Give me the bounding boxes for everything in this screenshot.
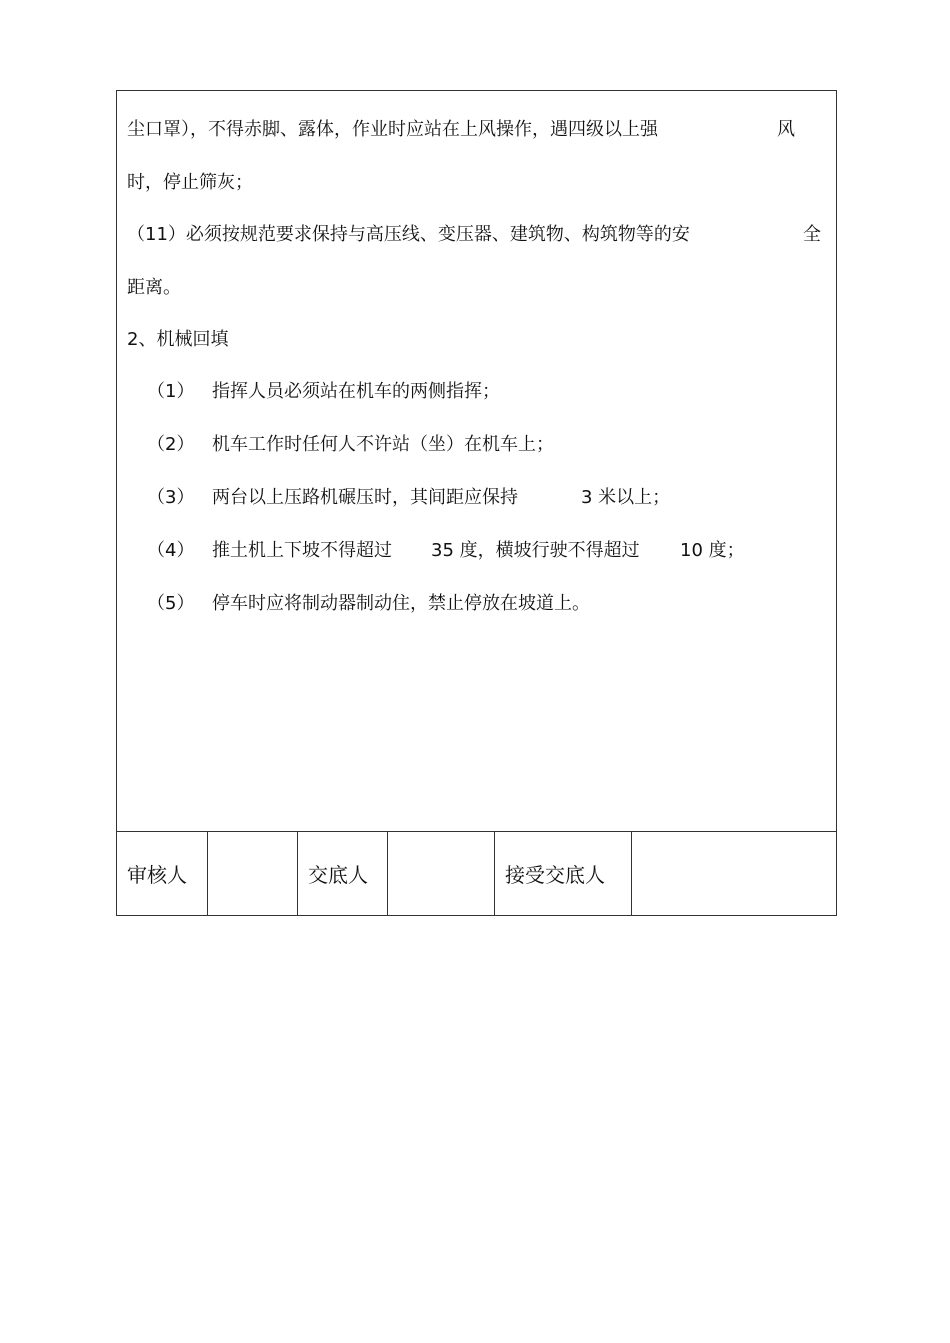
reviewer-label: 审核人 <box>117 832 208 915</box>
item-text: 推土机上下坡不得超过 <box>212 540 392 561</box>
item-number: （1） <box>147 381 195 402</box>
item-text: 两台以上压路机碾压时，其间距应保持 <box>212 487 518 508</box>
item10-line1-tail: 风 <box>777 119 795 140</box>
item-value: 35 度，横坡行驶不得超过 <box>431 540 640 561</box>
signature-row <box>117 831 836 915</box>
item-text: 指挥人员必须站在机车的两侧指挥； <box>212 381 500 402</box>
item-text: 停车时应将制动器制动住，禁止停放在坡道上。 <box>212 593 590 614</box>
item11-line1: （11）必须按规范要求保持与高压线、变压器、建筑物、构筑物等的安 <box>127 224 690 245</box>
item-number: （4） <box>147 540 195 561</box>
item-number: （2） <box>147 434 195 455</box>
item-text: 机车工作时任何人不许站（坐）在机车上； <box>212 434 554 455</box>
item-number: （3） <box>147 487 195 508</box>
reviewer-signature-cell[interactable] <box>208 832 298 915</box>
section-heading: 2、机械回填 <box>127 329 229 350</box>
content-cell <box>117 91 836 831</box>
receiver-signature-cell[interactable] <box>632 832 836 915</box>
discloser-signature-cell[interactable] <box>388 832 495 915</box>
discloser-label: 交底人 <box>298 832 388 915</box>
item-value: 3 米以上； <box>581 487 671 508</box>
disclosure-table <box>116 90 837 916</box>
item11-line2: 距离。 <box>127 277 181 298</box>
item10-line1: 尘口罩），不得赤脚、露体，作业时应站在上风操作，遇四级以上强 <box>127 119 658 140</box>
item11-line1-tail: 全 <box>803 224 821 245</box>
item-value-2: 10 度； <box>680 540 745 561</box>
receiver-label: 接受交底人 <box>495 832 632 915</box>
item-number: （5） <box>147 593 195 614</box>
item10-line2: 时，停止筛灰； <box>127 172 253 193</box>
